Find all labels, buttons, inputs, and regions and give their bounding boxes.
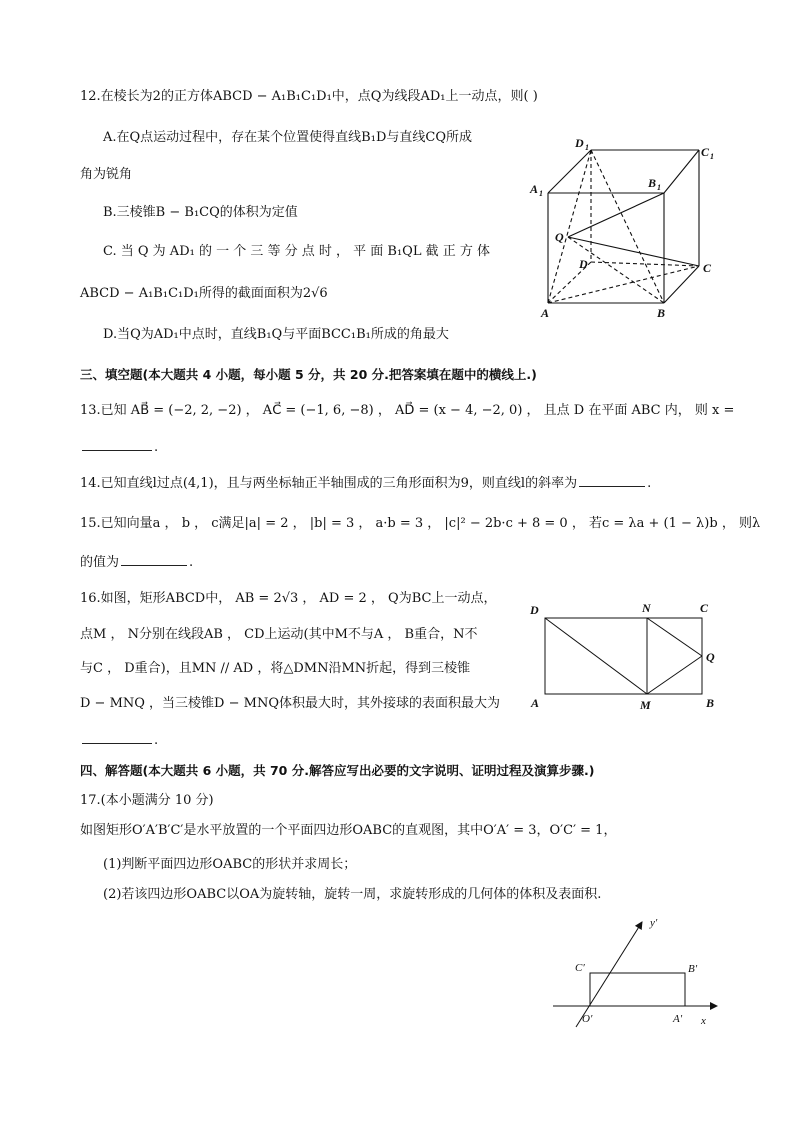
label-B-prime: B′ — [688, 963, 698, 975]
answer-blank[interactable] — [82, 731, 152, 744]
q12-stem: 12.在棱长为2的正方体ABCD − A₁B₁C₁D₁中，点Q为线段AD₁上一动点，则( ) — [80, 89, 538, 104]
label-A: A — [531, 696, 540, 710]
label-B: B — [657, 306, 666, 320]
label-B1: B — [648, 176, 657, 190]
label-C: C — [700, 601, 709, 615]
q12-option-a-line2: 角为锐角 — [80, 167, 133, 182]
q14-line: 14.已知直线l过点(4,1)，且与两坐标轴正半轴围成的三角形面积为9，则直线l的斜率为 . — [80, 476, 652, 491]
label-O-prime: O′ — [582, 1013, 593, 1025]
label-A1-sub: 1 — [539, 189, 543, 198]
label-A1: A — [530, 182, 539, 196]
q17-part1: (1)判断平面四边形OABC的形状并求周长； — [103, 857, 357, 872]
label-C: C — [703, 261, 712, 275]
answer-blank[interactable] — [579, 474, 645, 487]
label-N: N — [642, 601, 651, 615]
q12-option-d: D.当Q为AD₁中点时，直线B₁Q与平面BCC₁B₁所成的角最大 — [103, 327, 449, 342]
label-D1: D — [575, 136, 584, 150]
q13-answer-line: . — [80, 438, 158, 457]
label-C-prime: C′ — [575, 962, 585, 974]
q17-line1: 如图矩形O′A′B′C′是水平放置的一个平面四边形OABC的直观图，其中O′A′ = 3，O′C′ = 1， — [80, 823, 617, 838]
q15-line2: 的值为 . — [80, 555, 194, 570]
q12-option-a-line1: A.在Q点运动过程中，存在某个位置使得直线B₁D与直线CQ所成 — [103, 130, 472, 145]
q15-line1: 15.已知向量a ， b ， c满足|a| = 2 ， |b| = 3 ， a·b = 3 ， |c|² − 2b·c + 8 = 0 ， 若c = λa + (1 − λ)b ， 则λ — [80, 516, 761, 531]
label-A: A — [541, 306, 550, 320]
label-B: B — [706, 696, 715, 710]
label-B1-sub: 1 — [657, 183, 661, 192]
cube-figure — [525, 135, 725, 325]
q16-line3: 与C ， D重合)，且MN // AD ，将△DMN沿MN折起，得到三棱锥 — [80, 661, 471, 676]
oblique-axes-figure — [553, 910, 733, 1030]
label-A-prime: A′ — [673, 1013, 683, 1025]
section-4-header: 四、解答题(本大题共 6 小题，共 70 分.解答应写出必要的文字说明、证明过程及演算步骤.) — [80, 763, 595, 778]
label-D: D — [530, 603, 539, 617]
q12-option-c-line2: ABCD − A₁B₁C₁D₁所得的截面面积为2√6 — [80, 286, 328, 301]
section-3-header: 三、填空题(本大题共 4 小题，每小题 5 分，共 20 分.把答案填在题中的横线上.) — [80, 367, 537, 382]
answer-blank[interactable] — [121, 553, 187, 566]
q16-line2: 点M ， N分别在线段AB ， CD上运动(其中M不与A ， B重合，N不 — [80, 627, 478, 642]
q16-line4: D − MNQ ，当三棱锥D − MNQ体积最大时，其外接球的表面积最大为 — [80, 696, 500, 711]
rectangle-figure — [528, 598, 728, 713]
q13-line1: 13.已知 AB⃗ = (−2, 2, −2) ， AC⃗ = (−1, 6, −8) ， AD⃗ = (x − 4, −2, 0) ， 且点 D 在平面 ABC 内， 则 x = — [80, 403, 735, 418]
label-D1-sub: 1 — [585, 143, 589, 152]
label-y-axis: y′ — [650, 917, 658, 929]
q16-answer-line: . — [80, 731, 158, 750]
q17-title: 17.(本小题满分 10 分) — [80, 793, 214, 808]
answer-blank[interactable] — [82, 438, 152, 451]
label-C1: C — [701, 145, 710, 159]
label-D: D — [579, 257, 588, 271]
q17-part2: (2)若该四边形OABC以OA为旋转轴，旋转一周，求旋转形成的几何体的体积及表面积. — [103, 887, 602, 902]
label-M: M — [640, 698, 651, 712]
q16-line1: 16.如图，矩形ABCD中， AB = 2√3 ， AD = 2 ， Q为BC上一动点， — [80, 591, 497, 606]
label-Q: Q — [555, 230, 564, 244]
label-C1-sub: 1 — [710, 152, 714, 161]
q12-option-b: B.三棱锥B − B₁CQ的体积为定值 — [103, 205, 298, 220]
label-Q: Q — [706, 650, 715, 664]
label-x-axis: x — [701, 1015, 706, 1027]
q12-option-c-line1: C. 当 Q 为 AD₁ 的 一 个 三 等 分 点 时 ， 平 面 B₁QL 截 正 方 体 — [103, 244, 490, 259]
